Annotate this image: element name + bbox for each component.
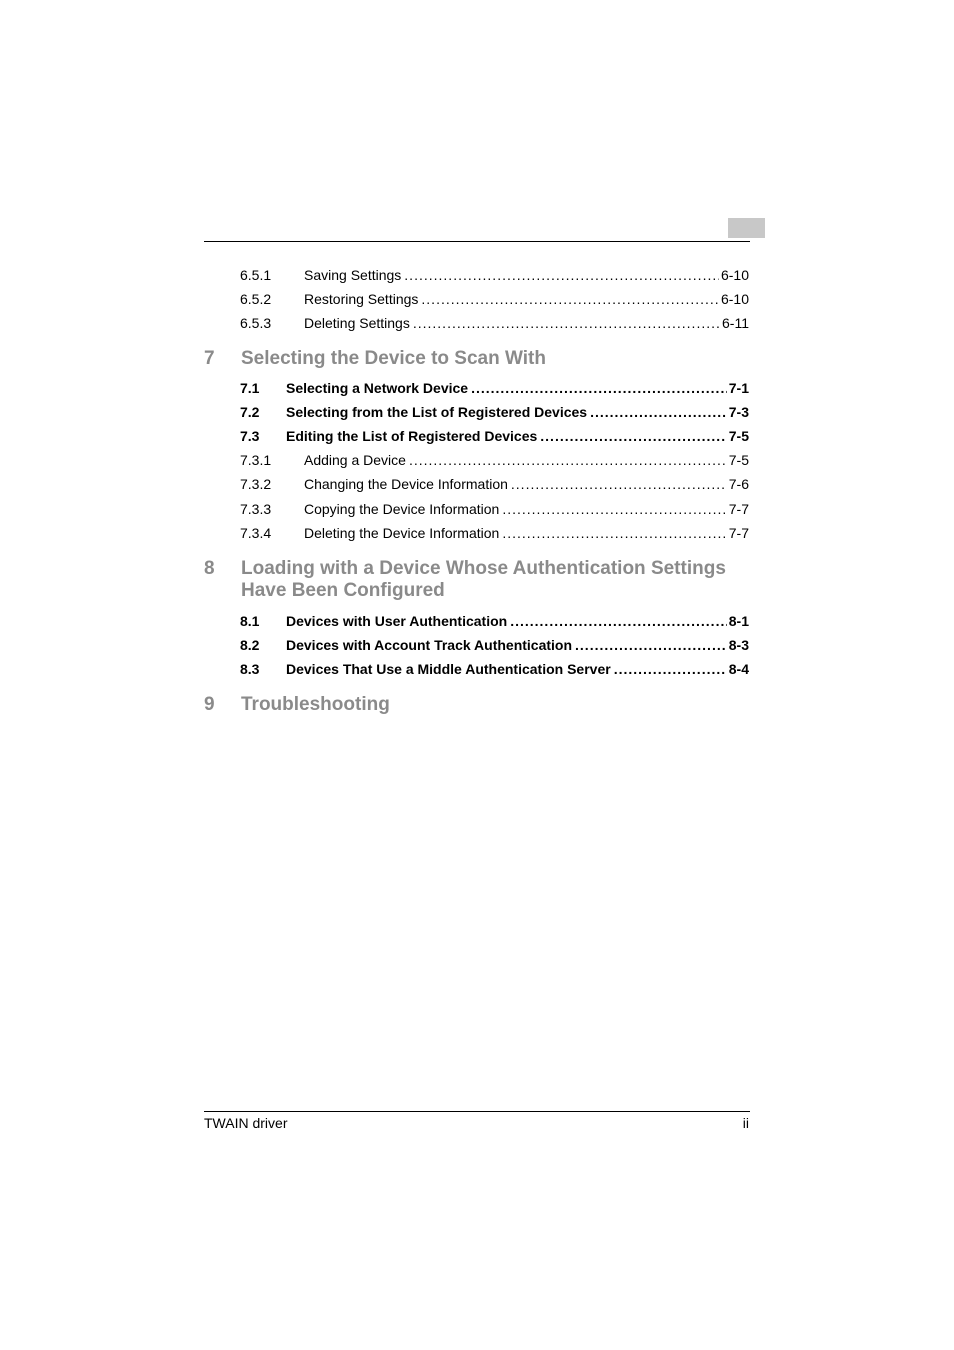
toc-entry-title: Devices That Use a Middle Authentication Server (286, 661, 611, 677)
toc-entry-page: 6-10 (720, 267, 749, 283)
toc-entry-page: 7-7 (728, 501, 749, 517)
dot-leader (511, 474, 727, 494)
toc-entry-title: Deleting the Device Information (304, 525, 500, 541)
toc-entry-title: Changing the Device Information (304, 476, 508, 492)
toc-entry-number: 7.3.3 (240, 501, 272, 517)
dot-leader (575, 635, 727, 655)
toc-entry-page: 7-3 (728, 404, 749, 420)
dot-leader (413, 313, 720, 333)
toc-entry-number: 7.3 (240, 428, 260, 444)
toc-entry-title: Editing the List of Registered Devices (286, 428, 538, 444)
toc-entry-7-3-2[interactable] (240, 474, 749, 494)
footer-document-title: TWAIN driver (204, 1115, 288, 1131)
toc-entry-page: 7-6 (728, 476, 749, 492)
toc-entry-number: 6.5.3 (240, 315, 272, 331)
toc-entry-8-3[interactable] (240, 659, 749, 679)
toc-entry-number: 8.3 (240, 661, 260, 677)
toc-entry-number: 8.2 (240, 637, 260, 653)
chapter-title: Selecting the Device to Scan With (241, 348, 546, 369)
toc-entry-title: Devices with User Authentication (286, 613, 508, 629)
toc-entry-page: 7-5 (728, 452, 749, 468)
toc-entry-title: Selecting from the List of Registered Devices (286, 404, 588, 420)
header-rule (204, 241, 750, 242)
toc-entry-page: 7-1 (728, 380, 749, 396)
chapter-title (241, 558, 746, 602)
toc-entry-number: 7.1 (240, 380, 260, 396)
dot-leader (404, 265, 719, 285)
dot-leader (502, 499, 726, 519)
dot-leader (471, 378, 727, 398)
toc-entry-title: Selecting a Network Device (286, 380, 469, 396)
toc-entry-page: 6-10 (720, 291, 749, 307)
toc-entry-6-5-3[interactable] (240, 313, 749, 333)
footer-page-number: ii (742, 1115, 749, 1131)
dot-leader (590, 402, 727, 422)
toc-entry-7-2[interactable] (240, 402, 749, 422)
toc-entry-page: 8-3 (728, 637, 749, 653)
toc-entry-title: Adding a Device (304, 452, 406, 468)
header-tab-marker (728, 218, 765, 238)
toc-entry-7-3[interactable] (240, 426, 749, 446)
toc-entry-number: 7.2 (240, 404, 260, 420)
toc-entry-number: 7.3.2 (240, 476, 272, 492)
toc-entry-title: Copying the Device Information (304, 501, 500, 517)
toc-entry-number: 7.3.1 (240, 452, 272, 468)
dot-leader (409, 450, 727, 470)
chapter-title-line-2: Have Been Configured (241, 580, 445, 601)
toc-entry-page: 7-5 (728, 428, 749, 444)
toc-entry-title: Saving Settings (304, 267, 402, 283)
chapter-title-line-1: Loading with a Device Whose Authentication Settings (241, 558, 726, 579)
dot-leader (540, 426, 726, 446)
toc-entry-number: 7.3.4 (240, 525, 272, 541)
toc-entry-7-1[interactable] (240, 378, 749, 398)
toc-entry-title: Devices with Account Track Authentication (286, 637, 573, 653)
chapter-number: 9 (204, 694, 215, 715)
toc-entry-page: 7-7 (728, 525, 749, 541)
chapter-8-heading[interactable] (204, 558, 750, 604)
toc-entry-8-2[interactable] (240, 635, 749, 655)
toc-entry-title: Deleting Settings (304, 315, 410, 331)
dot-leader (510, 611, 727, 631)
chapter-number: 7 (204, 348, 215, 369)
chapter-number: 8 (204, 558, 215, 579)
toc-entry-7-3-3[interactable] (240, 499, 749, 519)
toc-entry-7-3-1[interactable] (240, 450, 749, 470)
toc-entry-6-5-1[interactable] (240, 265, 749, 285)
toc-entry-number: 6.5.1 (240, 267, 272, 283)
toc-entry-number: 6.5.2 (240, 291, 272, 307)
toc-entry-6-5-2[interactable] (240, 289, 749, 309)
toc-entry-7-3-4[interactable] (240, 523, 749, 543)
dot-leader (421, 289, 719, 309)
toc-entry-page: 8-4 (728, 661, 749, 677)
toc-entry-title: Restoring Settings (304, 291, 419, 307)
chapter-title: Troubleshooting (241, 694, 390, 715)
dot-leader (614, 659, 727, 679)
toc-entry-number: 8.1 (240, 613, 260, 629)
toc-entry-page: 8-1 (728, 613, 749, 629)
dot-leader (502, 523, 726, 543)
footer-rule (204, 1111, 750, 1112)
toc-entry-page: 6-11 (722, 315, 749, 331)
toc-entry-8-1[interactable] (240, 611, 749, 631)
